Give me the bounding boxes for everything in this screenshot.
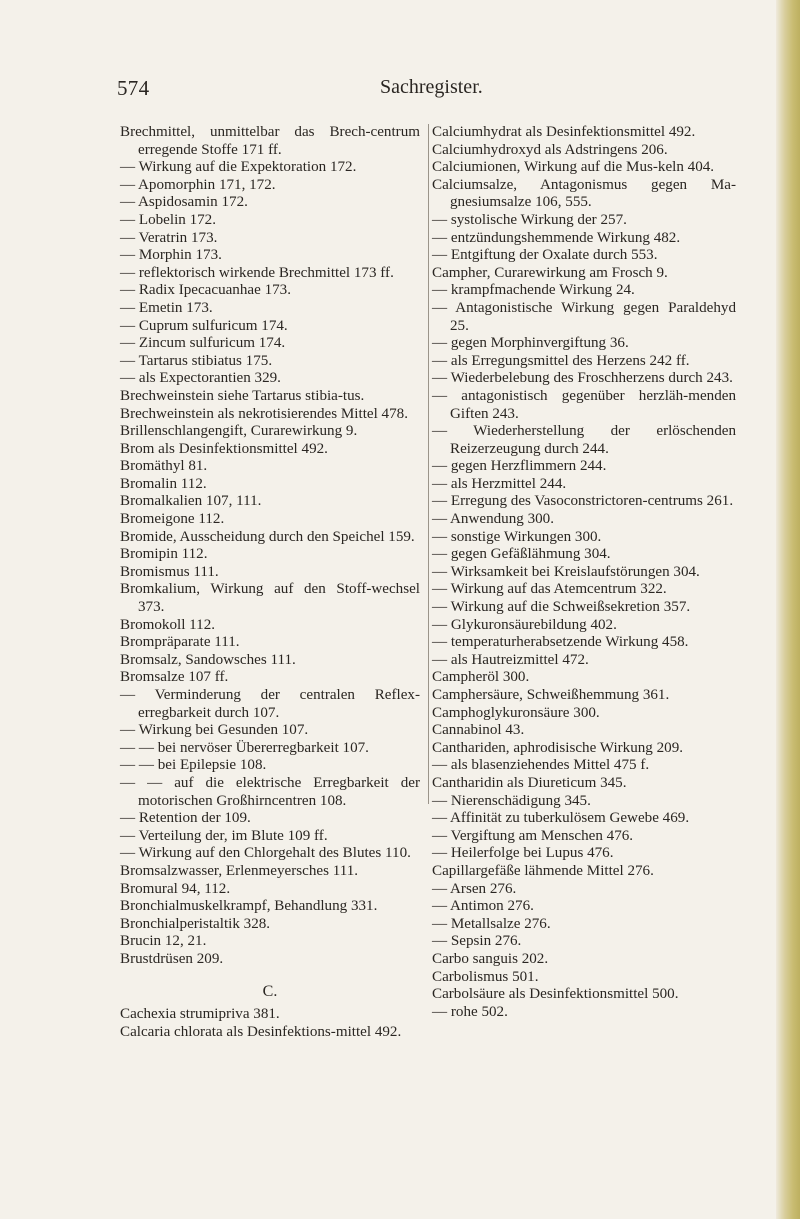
right-entry-list — [432, 124, 736, 1021]
index-entry: Brompräparate 111. — [120, 634, 240, 651]
index-entry: — Tartarus stibiatus 175. — [120, 352, 273, 369]
index-entry: — Lobelin 172. — [120, 211, 217, 228]
right-column — [428, 124, 736, 1020]
index-entry: Bromipin 112. — [120, 546, 208, 563]
index-entry: Bromide, Ausscheidung durch den Speichel 159. — [120, 528, 415, 545]
index-entry: — Wiederherstellung der erlöschenden Reizerzeugung durch 244. — [432, 423, 736, 457]
index-entry: — — auf die elektrische Erregbarkeit der motorischen Großhirncentren 108. — [120, 774, 420, 809]
index-entry: — Vergiftung am Menschen 476. — [432, 827, 634, 844]
index-entry: — als Expectorantien 329. — [120, 370, 281, 387]
index-entry: Canthariden, aphrodisische Wirkung 209. — [432, 739, 684, 756]
index-entry: Camphersäure, Schweißhemmung 361. — [432, 687, 670, 703]
index-entry: — krampfmachende Wirkung 24. — [432, 282, 635, 299]
index-entry: Brucin 12, 21. — [120, 933, 207, 950]
c-entry-list — [120, 1006, 420, 1041]
index-entry: — gegen Gefäßlähmung 304. — [432, 546, 611, 563]
index-entry: — Morphin 173. — [120, 247, 222, 264]
index-entry: — Verminderung der centralen Reflex-erregbarkeit durch 107. — [120, 687, 420, 721]
section-heading-c: C. — [262, 982, 278, 1000]
index-entry: Bromäthyl 81. — [120, 458, 208, 475]
index-entry: — Wirkung auf die Schweißsekretion 357. — [432, 599, 691, 616]
index-entry: — gegen Morphinvergiftung 36. — [432, 335, 629, 352]
index-entry: Campher, Curarewirkung am Frosch 9. — [432, 264, 668, 281]
page-header — [0, 76, 780, 100]
index-entry: Calciumionen, Wirkung auf die Mus-keln 404. — [432, 159, 715, 176]
index-entry: — Metallsalze 276. — [432, 915, 551, 932]
index-entry: — Arsen 276. — [432, 880, 517, 897]
index-entry: — als Erregungsmittel des Herzens 242 ff. — [432, 352, 690, 369]
index-entry: Calcaria chlorata als Desinfektions-mittel 492. — [120, 1023, 402, 1040]
index-entry: — Wirksamkeit bei Kreislaufstörungen 304. — [432, 563, 700, 580]
index-entry: — Glykuronsäurebildung 402. — [432, 616, 617, 633]
index-entry: — Veratrin 173. — [120, 229, 218, 246]
index-entry: — reflektorisch wirkende Brechmittel 173 ff. — [120, 264, 394, 281]
index-entry: Brustdrüsen 209. — [120, 950, 224, 967]
index-entry: — systolische Wirkung der 257. — [432, 211, 627, 228]
index-entry: — temperaturherabsetzende Wirkung 458. — [432, 634, 689, 651]
index-entry: — als blasenziehendes Mittel 475 f. — [432, 757, 650, 774]
index-entry: — Sepsin 276. — [432, 933, 522, 950]
index-entry: — Antimon 276. — [432, 898, 534, 915]
index-entry: Bromalin 112. — [120, 475, 207, 492]
index-entry: Campheröl 300. — [432, 669, 530, 686]
index-entry: — — bei Epilepsie 108. — [120, 757, 267, 774]
running-title: Sachregister. — [380, 76, 483, 98]
index-entry: — Anwendung 300. — [432, 511, 555, 528]
index-entry: Brom als Desinfektionsmittel 492. — [120, 440, 328, 457]
page-edge-discoloration — [776, 0, 800, 1219]
index-entry: Cachexia strumipriva 381. — [120, 1006, 280, 1023]
index-entry: — Emetin 173. — [120, 299, 213, 316]
index-entry: — sonstige Wirkungen 300. — [432, 528, 602, 545]
index-entry: Brechmittel, unmittelbar das Brech-centrum erregende Stoffe 171 ff. — [120, 124, 420, 158]
index-entry: — Cuprum sulfuricum 174. — [120, 317, 288, 334]
page-number: 574 — [117, 76, 150, 100]
index-entry: — Apomorphin 171, 172. — [120, 176, 276, 193]
index-entry: — Wirkung bei Gesunden 107. — [120, 722, 309, 739]
index-entry: — Antagonistische Wirkung gegen Paraldehyd 25. — [432, 299, 736, 334]
index-entry: Bromeigone 112. — [120, 511, 225, 528]
index-entry: — als Herzmittel 244. — [432, 475, 567, 492]
index-entry: Bromural 94, 112. — [120, 880, 231, 897]
index-entry: Camphoglykuronsäure 300. — [432, 704, 600, 721]
index-entry: — Wirkung auf das Atemcentrum 322. — [432, 581, 667, 598]
index-entry: Calciumhydrat als Desinfektionsmittel 492. — [432, 124, 696, 140]
index-entry: — antagonistisch gegenüber herzläh-menden Giften 243. — [432, 387, 736, 422]
index-entry: Calciumhydroxyd als Adstringens 206. — [432, 141, 668, 158]
index-entry: — Radix Ipecacuanhae 173. — [120, 282, 291, 299]
index-entry: Bromkalium, Wirkung auf den Stoff-wechsel 373. — [120, 581, 420, 616]
index-entry: Brechweinstein als nekrotisierendes Mittel 478. — [120, 405, 408, 422]
index-entry: — Nierenschädigung 345. — [432, 792, 591, 809]
index-entry: Carbolismus 501. — [432, 968, 539, 985]
index-entry: — Verteilung der, im Blute 109 ff. — [120, 827, 328, 844]
index-entry: — rohe 502. — [432, 1003, 508, 1020]
index-entry: — Aspidosamin 172. — [120, 194, 248, 211]
index-entry: — Heilerfolge bei Lupus 476. — [432, 845, 614, 862]
index-entry: Bromokoll 112. — [120, 616, 216, 633]
index-entry: Cannabinol 43. — [432, 722, 525, 739]
index-entry: Bromalkalien 107, 111. — [120, 493, 262, 510]
index-entry: Cantharidin als Diureticum 345. — [432, 774, 627, 791]
index-entry: Brillenschlangengift, Curarewirkung 9. — [120, 423, 358, 440]
index-entry: — Affinität zu tuberkulösem Gewebe 469. — [432, 810, 690, 827]
left-entry-list — [120, 124, 420, 969]
left-column — [120, 124, 420, 1041]
index-entry: Capillargefäße lähmende Mittel 276. — [432, 862, 654, 879]
index-entry: Carbolsäure als Desinfektionsmittel 500. — [432, 986, 679, 1003]
index-entry: Bronchialmuskelkrampf, Behandlung 331. — [120, 898, 378, 915]
index-entry: Calciumsalze, Antagonismus gegen Ma-gnesiumsalze 106, 555. — [432, 176, 736, 211]
index-entry: — — bei nervöser Übererregbarkeit 107. — [120, 739, 369, 756]
index-entry: — Wirkung auf die Expektoration 172. — [120, 159, 357, 176]
index-entry: — Wirkung auf den Chlorgehalt des Blutes 110. — [120, 845, 411, 862]
index-entry: Bromsalze 107 ff. — [120, 669, 229, 686]
index-entry: — Zincum sulfuricum 174. — [120, 335, 286, 352]
index-entry: Bronchialperistaltik 328. — [120, 915, 271, 932]
index-entry: — Entgiftung der Oxalate durch 553. — [432, 247, 658, 264]
index-entry: Bromismus 111. — [120, 563, 219, 580]
index-entry: Brechweinstein siehe Tartarus stibia-tus. — [120, 387, 365, 404]
index-entry: Carbo sanguis 202. — [432, 950, 549, 967]
index-entry: — entzündungshemmende Wirkung 482. — [432, 229, 681, 246]
index-entry: Bromsalzwasser, Erlenmeyersches 111. — [120, 862, 359, 879]
index-entry: — Erregung des Vasoconstrictoren-centrums 261. — [432, 493, 734, 510]
index-entry: — als Hautreizmittel 472. — [432, 651, 589, 668]
index-entry: — Retention der 109. — [120, 810, 251, 827]
index-entry: — Wiederbelebung des Froschherzens durch 243. — [432, 370, 733, 387]
index-entry: Bromsalz, Sandowsches 111. — [120, 651, 296, 668]
index-entry: — gegen Herzflimmern 244. — [432, 458, 607, 475]
